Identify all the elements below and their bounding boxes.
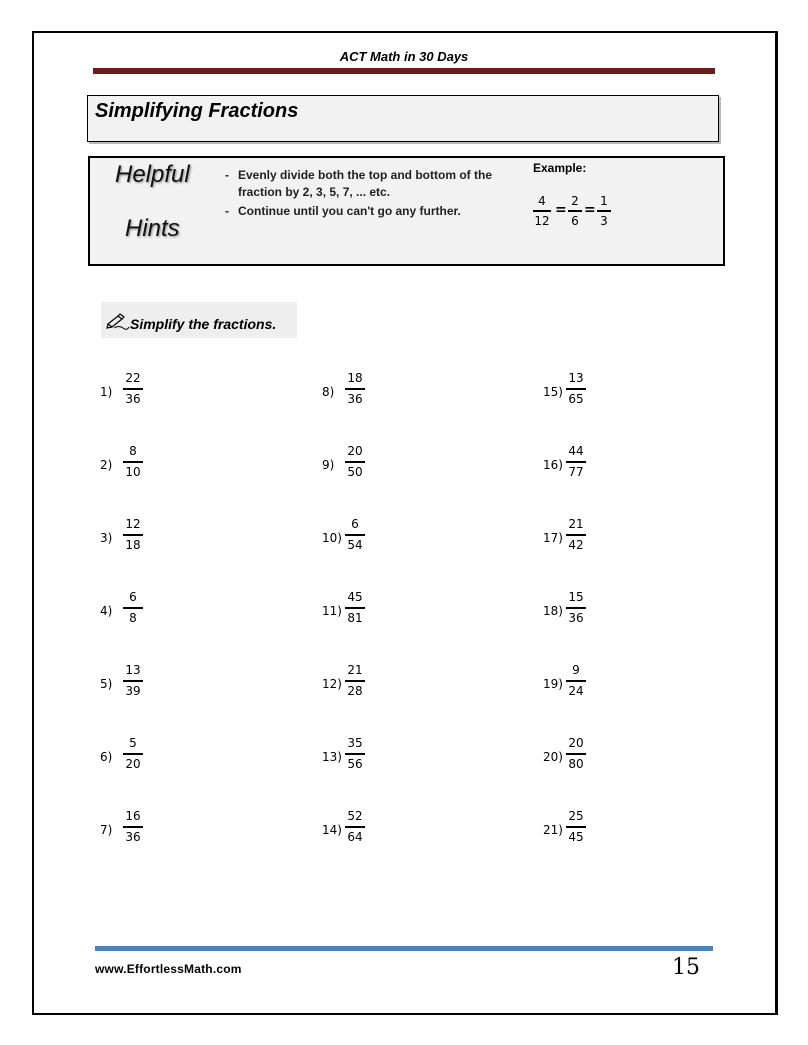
numerator: 5 (129, 736, 137, 750)
problem-number: 2) (100, 458, 113, 472)
problem-number: 15) (543, 385, 563, 399)
fraction (566, 444, 586, 480)
numerator: 21 (568, 517, 584, 531)
hint-text-line2: fraction by 2, 3, 5, 7, ... etc. (238, 185, 391, 199)
denominator: 10 (125, 465, 141, 479)
problem-number: 12) (322, 677, 342, 691)
fraction-bar (566, 461, 586, 463)
numerator: 16 (125, 809, 141, 823)
fraction-bar (566, 680, 586, 682)
hint-dash: - (225, 204, 229, 218)
problem-number: 4) (100, 604, 113, 618)
numerator: 6 (351, 517, 359, 531)
denominator: 81 (347, 611, 363, 625)
fraction-bar (345, 607, 365, 609)
fraction (345, 809, 365, 845)
problem-number: 14) (322, 823, 342, 837)
fraction-bar (123, 461, 143, 463)
example-denominator: 6 (571, 213, 579, 228)
numerator: 20 (347, 444, 363, 458)
denominator: 56 (347, 757, 363, 771)
problem-number: 20) (543, 750, 563, 764)
denominator: 36 (347, 392, 363, 406)
denominator: 54 (347, 538, 363, 552)
numerator: 13 (125, 663, 141, 677)
example-numerator: 2 (571, 194, 579, 208)
numerator: 6 (129, 590, 137, 604)
fraction (345, 590, 365, 626)
header-rule (93, 68, 715, 74)
section-title: Simplifying Fractions (95, 100, 299, 122)
numerator: 8 (129, 444, 137, 458)
problem-number: 1) (100, 385, 113, 399)
example-numerator: 4 (538, 194, 546, 208)
example-denominator: 3 (600, 213, 608, 228)
hints-heading-word1: Helpful (115, 161, 190, 188)
fraction-bar (345, 680, 365, 682)
instruction-box (101, 302, 297, 338)
example-numerator: 1 (600, 194, 608, 208)
helpful-hints-box (88, 156, 725, 266)
denominator: 36 (568, 611, 584, 625)
footer-website: www.EffortlessMath.com (95, 962, 242, 976)
example-denominator: 12 (534, 213, 550, 228)
denominator: 18 (125, 538, 141, 552)
fraction (123, 517, 143, 553)
denominator: 36 (125, 830, 141, 844)
fraction-bar (345, 826, 365, 828)
numerator: 13 (568, 371, 584, 385)
hint-dash: - (225, 168, 229, 182)
denominator: 28 (347, 684, 363, 698)
numerator: 15 (568, 590, 584, 604)
fraction (345, 444, 365, 480)
fraction-bar (123, 607, 143, 609)
fraction (566, 736, 586, 772)
fraction-bar (123, 753, 143, 755)
numerator: 45 (347, 590, 363, 604)
page-number: 15 (672, 955, 700, 980)
header-title: ACT Math in 30 Days (339, 49, 469, 64)
denominator: 50 (347, 465, 363, 479)
fraction (123, 444, 143, 480)
example-fraction (568, 194, 582, 228)
denominator: 64 (347, 830, 363, 844)
fraction-bar (123, 388, 143, 390)
fraction (123, 590, 143, 626)
fraction (123, 736, 143, 772)
problem-number: 9) (322, 458, 335, 472)
fraction-bar (597, 210, 611, 212)
fraction-bar (345, 388, 365, 390)
denominator: 42 (568, 538, 584, 552)
numerator: 12 (125, 517, 141, 531)
denominator: 77 (568, 465, 584, 479)
numerator: 18 (347, 371, 363, 385)
denominator: 20 (125, 757, 141, 771)
problem-number: 13) (322, 750, 342, 764)
fraction (566, 809, 586, 845)
problem-number: 3) (100, 531, 113, 545)
fraction-bar (123, 826, 143, 828)
fraction-bar (345, 753, 365, 755)
numerator: 22 (125, 371, 141, 385)
denominator: 8 (129, 611, 137, 625)
fraction (566, 590, 586, 626)
hint-text-line1: Evenly divide both the top and bottom of the (238, 168, 492, 182)
problem-number: 16) (543, 458, 563, 472)
problem-number: 5) (100, 677, 113, 691)
footer-rule (95, 946, 713, 951)
fraction-bar (566, 826, 586, 828)
denominator: 65 (568, 392, 584, 406)
denominator: 24 (568, 684, 584, 698)
fraction-bar (566, 607, 586, 609)
problem-number: 6) (100, 750, 113, 764)
numerator: 44 (568, 444, 584, 458)
fraction-bar (566, 534, 586, 536)
fraction (123, 663, 143, 699)
denominator: 36 (125, 392, 141, 406)
denominator: 39 (125, 684, 141, 698)
fraction (345, 371, 365, 407)
fraction-bar (533, 210, 551, 212)
hint-text-line1: Continue until you can't go any further. (238, 204, 461, 218)
fraction (566, 663, 586, 699)
fraction (345, 736, 365, 772)
fraction-bar (123, 680, 143, 682)
numerator: 20 (568, 736, 584, 750)
fraction (123, 371, 143, 407)
fraction (123, 809, 143, 845)
problem-number: 10) (322, 531, 342, 545)
problem-number: 8) (322, 385, 335, 399)
problem-number: 11) (322, 604, 342, 618)
fraction (566, 371, 586, 407)
fraction-bar (345, 534, 365, 536)
equals-sign: = (555, 202, 567, 218)
numerator: 21 (347, 663, 363, 677)
example-label: Example: (533, 161, 587, 175)
fraction (345, 517, 365, 553)
equals-sign: = (584, 202, 596, 218)
numerator: 35 (347, 736, 363, 750)
problem-number: 19) (543, 677, 563, 691)
denominator: 80 (568, 757, 584, 771)
fraction-bar (566, 388, 586, 390)
fraction (345, 663, 365, 699)
fraction-bar (566, 753, 586, 755)
problem-number: 18) (543, 604, 563, 618)
problem-number: 7) (100, 823, 113, 837)
section-title-box (87, 95, 719, 142)
numerator: 52 (347, 809, 363, 823)
fraction (566, 517, 586, 553)
denominator: 45 (568, 830, 584, 844)
instruction-text: Simplify the fractions. (130, 316, 277, 332)
fraction-bar (568, 210, 582, 212)
hints-heading-word2: Hints (125, 215, 180, 242)
example-fraction (533, 194, 551, 228)
numerator: 25 (568, 809, 584, 823)
pencil-writing-icon (106, 312, 130, 330)
problem-number: 17) (543, 531, 563, 545)
example-fraction (597, 194, 611, 228)
problem-number: 21) (543, 823, 563, 837)
fraction-bar (123, 534, 143, 536)
numerator: 9 (572, 663, 580, 677)
fraction-bar (345, 461, 365, 463)
